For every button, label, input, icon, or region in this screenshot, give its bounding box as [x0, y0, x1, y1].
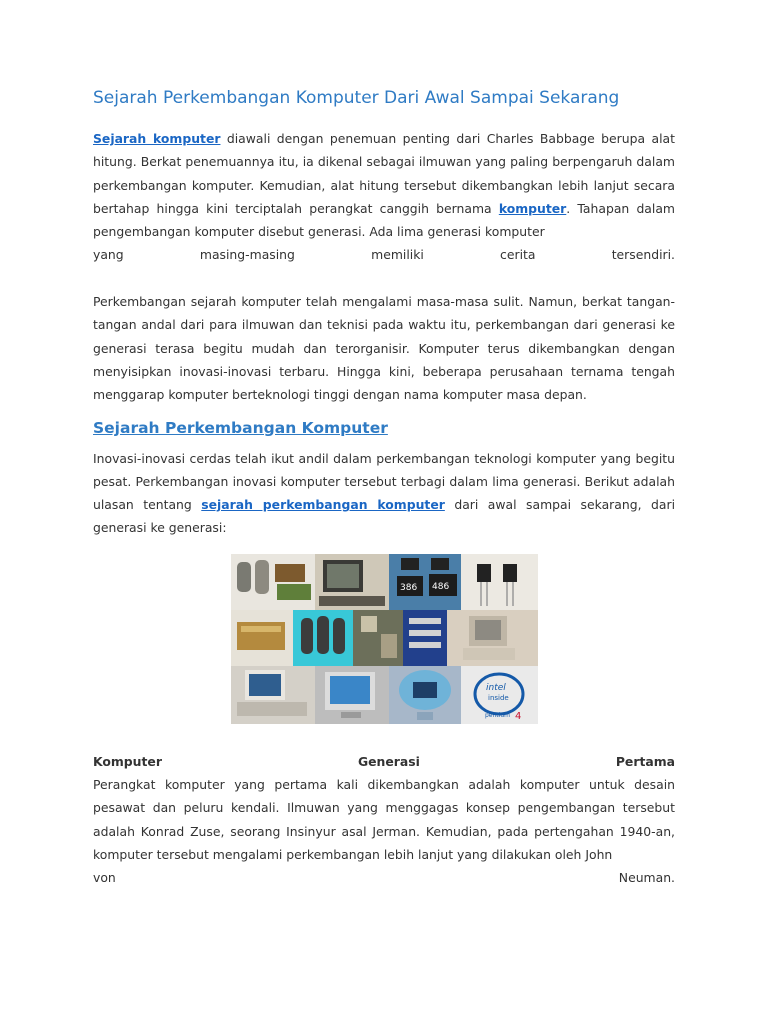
pentium-4-numeral: 4: [514, 710, 521, 722]
history-paragraph: Perkembangan sejarah komputer telah mengalami masa-masa sulit. Namun, berkat tangan-tangan andal dari para ilmuwan dan teknisi pada waktu itu, perkembangan dari generasi ke generasi terasa begitu mudah dan terorganisir. Komputer terus dikembangkan dengan menyisipkan inovasi-inovasi terbaru. Hingga kini, beberapa perusahaan ternama tengah menggarap komputer berteknologi tinggi dengan nama komputer masa depan.: [93, 294, 675, 403]
intro-text-1: diawali dengan penemuan penting dari Charles Babbage berupa alat hitung. Berkat penemuannya itu, ia dikenal sebagai ilmuwan yang paling berpengaruh dalam perkembangan komputer. Kemudian, alat hitung tersebut dikembangkan lebih lanjut secara bertahap hingga kini terciptalah perangkat canggih bernama: [93, 131, 675, 216]
pentium-logo-text: pentium: [484, 711, 510, 719]
intro-paragraph: [93, 127, 675, 267]
generation-1-text: Perangkat komputer yang pertama kali dikembangkan adalah komputer untuk desain pesawat dan peluru kendali. Ilmuwan yang menggagas konsep pengembangan tersebut adalah Konrad Zuse, seorang Insinyur asal Jerman. Kemudian, pada pertengahan 1940-an, komputer tersebut mengalami perkembangan lebih lanjut yang dilakukan oleh John: [93, 777, 675, 862]
article-title: Sejarah Perkembangan Komputer Dari Awal Sampai Sekarang: [93, 88, 620, 108]
generation-1-heading-text: Komputer Generasi Pertama: [93, 753, 675, 769]
ibm-pc-tile: [231, 666, 315, 724]
chip-486-label: 486: [431, 581, 449, 592]
early-pc-tile: [447, 610, 538, 666]
innovation-paragraph: [93, 447, 675, 540]
paragraph-gap: [93, 267, 675, 290]
intel-pentium-tile: [461, 666, 538, 724]
cpu-chips-tile: [389, 554, 461, 610]
generation-1-heading: [93, 750, 675, 773]
article: [93, 86, 675, 890]
intel-logo-text: intel: [485, 682, 506, 693]
vacuum-tube-tile: [231, 554, 315, 610]
monitor-terminal-tile: [315, 554, 389, 610]
innovation-text-1: Inovasi-inovasi cerdas telah ikut andil dalam perkembangan teknologi komputer yang begitu pesat. Perkembangan inovasi komputer tersebut terbagi dalam lima generasi. Berikut adalah ulasan tentang: [93, 450, 675, 513]
generation-1-paragraph: [93, 773, 675, 889]
generation-1-last-line: von Neuman.: [93, 870, 675, 886]
intro-last-line: yang masing-masing memiliki cerita tersendiri.: [93, 247, 675, 263]
transistor-tile: [461, 554, 538, 610]
section-heading: Sejarah Perkembangan Komputer: [93, 418, 388, 437]
memory-board-tile: [403, 610, 447, 666]
computer-history-collage: [231, 554, 538, 724]
inside-logo-text: inside: [487, 693, 509, 702]
link-komputer[interactable]: komputer: [498, 200, 567, 216]
innovation-text-2: dari awal sampai sekarang, dari generasi ke generasi:: [93, 497, 676, 536]
three-tubes-tile: [293, 610, 353, 666]
relay-module-tile: [231, 610, 293, 666]
imac-tile: [389, 666, 461, 724]
crt-monitor-tile: [315, 666, 389, 724]
circuit-board-tile: [353, 610, 403, 666]
chip-386-label: 386: [399, 582, 417, 593]
link-sejarah-komputer[interactable]: Sejarah komputer: [93, 131, 221, 146]
link-sejarah-perkembangan-komputer[interactable]: sejarah perkembangan komputer: [201, 497, 445, 513]
intro-text-2: . Tahapan dalam pengembangan komputer disebut generasi. Ada lima generasi komputer: [93, 200, 676, 240]
